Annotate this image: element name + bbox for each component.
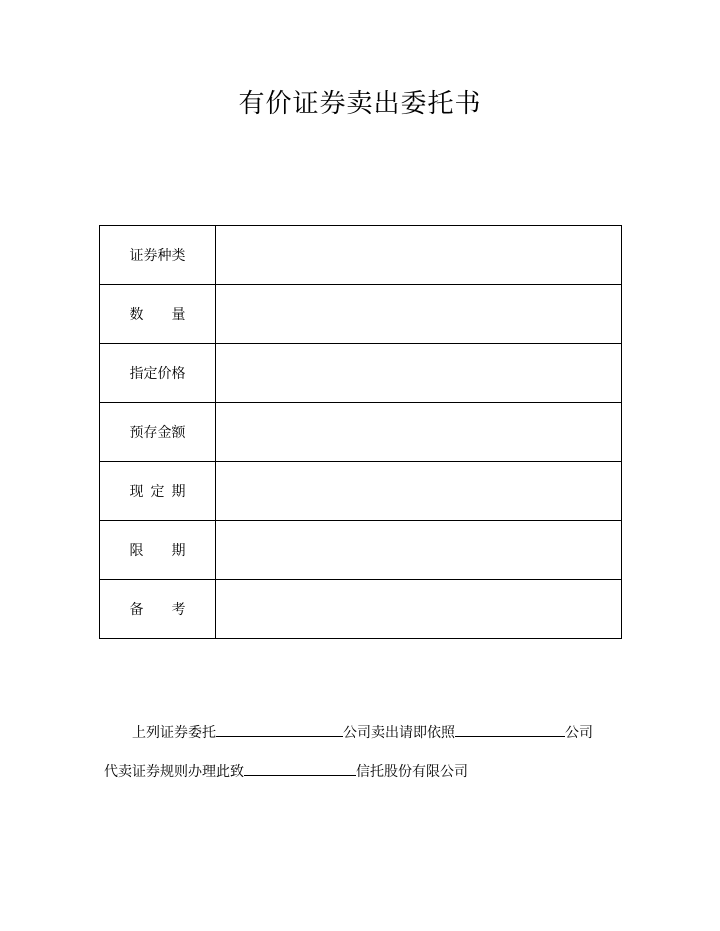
security-type-value[interactable]: [216, 226, 622, 285]
entrustment-form-table: [99, 225, 622, 639]
footer-text: 公司卖出请即依照: [343, 725, 455, 741]
trust-company-blank[interactable]: [244, 761, 356, 776]
row-label-cell: [100, 226, 216, 285]
footer-line-1: [104, 722, 593, 742]
footer-text: 代卖证券规则办理此致: [104, 764, 244, 780]
remarks-label: 备 考: [129, 602, 186, 618]
specified-price-value[interactable]: [216, 344, 622, 403]
deposit-amount-value[interactable]: [216, 403, 622, 462]
row-label-cell: [100, 521, 216, 580]
quantity-label: 数 量: [129, 307, 186, 323]
table-row-quantity: [100, 285, 622, 344]
current-term-value[interactable]: [216, 462, 622, 521]
row-label-cell: [100, 462, 216, 521]
security-type-label: 证券种类: [129, 248, 186, 264]
footer-line-2: [104, 761, 468, 781]
table-row-specified-price: [100, 344, 622, 403]
footer-text: 上列证券委托: [132, 725, 216, 741]
document-title: 有价证券卖出委托书: [238, 89, 482, 119]
company-blank-1[interactable]: [216, 722, 343, 737]
current-term-label: 现定期: [129, 484, 186, 500]
row-label-cell: [100, 344, 216, 403]
remarks-value[interactable]: [216, 580, 622, 639]
row-label-cell: [100, 403, 216, 462]
specified-price-label: 指定价格: [129, 366, 186, 382]
company-blank-2[interactable]: [455, 722, 565, 737]
footer-text: 信托股份有限公司: [356, 764, 468, 780]
row-label-cell: [100, 285, 216, 344]
table-row-remarks: [100, 580, 622, 639]
time-limit-label: 限 期: [129, 543, 186, 559]
row-label-cell: [100, 580, 216, 639]
deposit-amount-label: 预存金额: [129, 425, 186, 441]
table-row-current-term: [100, 462, 622, 521]
time-limit-value[interactable]: [216, 521, 622, 580]
table-row-deposit-amount: [100, 403, 622, 462]
table-row-time-limit: [100, 521, 622, 580]
table-row-security-type: [100, 226, 622, 285]
quantity-value[interactable]: [216, 285, 622, 344]
footer-text: 公司: [565, 725, 593, 741]
